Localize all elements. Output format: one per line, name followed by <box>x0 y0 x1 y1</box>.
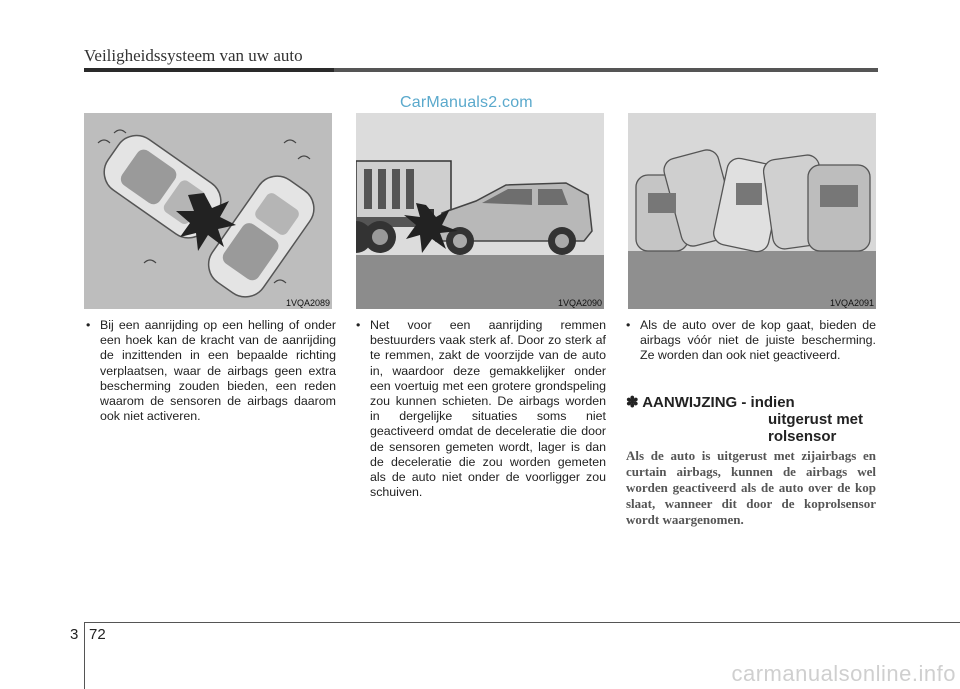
bullet-symbol: • <box>356 318 361 332</box>
footer-rule <box>84 622 960 623</box>
bullet-item <box>86 318 336 424</box>
bullet-text: Als de auto over de kop gaat, bieden de airbags vóór niet de juiste bescherming. Ze worden dan ook niet geactiveerd. <box>640 318 876 363</box>
note-body: Als de auto is uitgerust met zijairbags en curtain airbags, kunnen de airbags wel worden geactiveerd als de auto over de kop slaat, wanneer dit door de koprolsensor wordt waargenomen. <box>626 448 876 527</box>
footer-vertical-rule <box>84 623 85 689</box>
bullet-symbol: • <box>86 318 91 332</box>
page-number: 72 <box>89 626 106 643</box>
figure-code: 1VQA2089 <box>285 298 330 308</box>
header-rule-accent <box>84 68 334 72</box>
watermark-top: CarManuals2.com <box>400 94 533 111</box>
page-header-title: Veiligheidssysteem van uw auto <box>84 46 303 65</box>
underride-collision-illustration <box>356 113 604 309</box>
note-heading-line1: AANWIJZING - indien <box>642 394 795 411</box>
bullet-text: Bij een aanrijding op een helling of onder een hoek kan de kracht van de aanrijding de inzittenden in een bepaalde richting verplaatsen, waar de airbags geen extra bescherming zouden bieden, een reden waarom de sensoren de airbags daarom ook niet activeren. <box>100 318 336 424</box>
column-2-text <box>356 318 606 500</box>
bullet-text: Net voor een aanrijding remmen bestuurders vaak sterk af. Door zo sterk af te remmen, zakt de voorzijde van de auto in, waardoor deze gemakkelijker onder een voertuig met een grotere grondspeling zou kunnen schieten. De airbags worden in dergelijke situaties soms niet geactiveerd omdat de deceleratie die door de sensoren gemeten wordt, lager is dan de deceleratie die zou worden gemeten als de auto niet onder de voorligger zou schuiven. <box>370 318 606 500</box>
note-heading-line2: uitgerust met <box>768 411 864 428</box>
figure-angled-collision <box>84 113 332 309</box>
chapter-number: 3 <box>70 626 79 643</box>
column-3-text <box>626 318 876 364</box>
column-1-text <box>86 318 336 424</box>
bullet-symbol: • <box>626 318 631 332</box>
rollover-illustration <box>628 113 876 309</box>
watermark-bottom: carmanualsonline.info <box>731 661 956 686</box>
bullet-item <box>626 318 876 364</box>
note-asterisk-icon: ✽ <box>626 394 639 411</box>
figure-code: 1VQA2090 <box>557 298 602 308</box>
note-heading <box>626 394 876 445</box>
figure-underride-collision <box>356 113 604 309</box>
note-heading-line3: rolsensor <box>768 428 837 445</box>
figure-code: 1VQA2091 <box>829 298 874 308</box>
figure-rollover <box>628 113 876 309</box>
bullet-item <box>356 318 606 500</box>
angled-collision-illustration <box>84 113 332 309</box>
